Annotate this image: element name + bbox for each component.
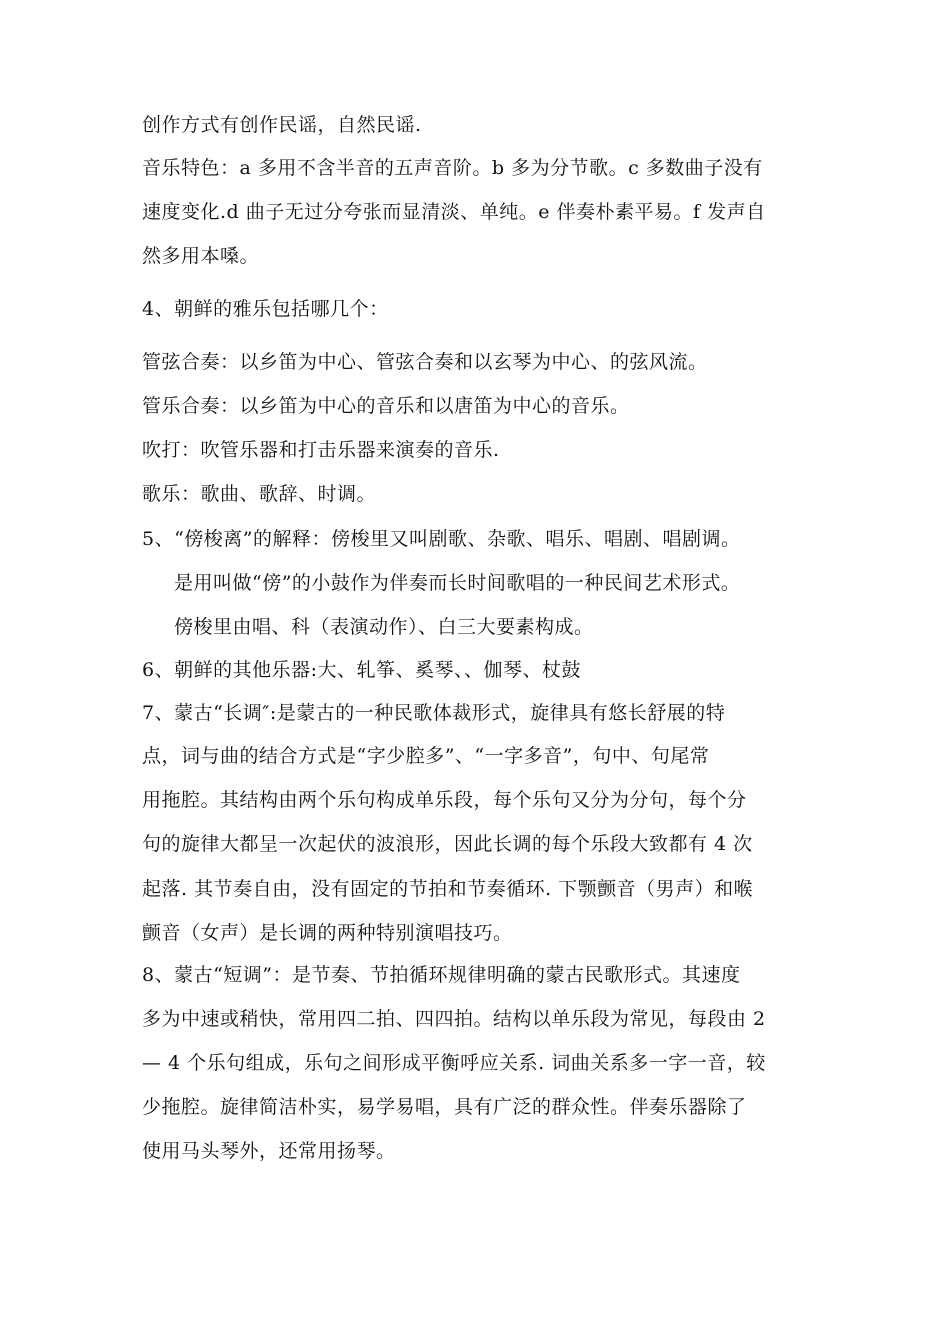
text-line: 是用叫做“傍”的小鼓作为伴奏而长时间歌唱的一种民间艺术形式。 — [174, 572, 741, 594]
text-line: 句的旋律大都呈一次起伏的波浪形，因此长调的每个乐段大致都有 4 次 — [142, 833, 753, 855]
text-line: 歌乐：歌曲、歌辞、时调。 — [142, 483, 377, 505]
text-line: 音乐特色：a 多用不含半音的五声音阶。b 多为分节歌。c 多数曲子没有 — [142, 157, 763, 179]
text-line: 傍梭里由唱、科（表演动作）、白三大要素构成。 — [174, 616, 594, 638]
text-line: 管乐合奏：以乡笛为中心的音乐和以唐笛为中心的音乐。 — [142, 395, 630, 417]
section-heading: 7、蒙古“长调″:是蒙古的一种民歌体裁形式，旋律具有悠长舒展的特 — [142, 702, 726, 724]
text-line: — 4 个乐句组成，乐句之间形成平衡呼应关系. 词曲关系多一字一音，较 — [142, 1052, 766, 1074]
text-line: 起落. 其节奏自由，没有固定的节拍和节奏循环. 下颚颤音（男声）和喉 — [142, 878, 754, 900]
text-line: 使用马头琴外，还常用扬琴。 — [142, 1140, 396, 1162]
text-line: 点，词与曲的结合方式是“字少腔多”、“一字多音”，句中、句尾常 — [142, 745, 710, 767]
text-line: 然多用本嗓。 — [142, 245, 260, 267]
text-line: 多为中速或稍快，常用四二拍、四四拍。结构以单乐段为常见，每段由 2 — [142, 1008, 766, 1030]
text-line: 吹打：吹管乐器和打击乐器来演奏的音乐. — [142, 439, 500, 461]
text-line: 速度变化.d 曲子无过分夸张而显清淡、单纯。e 伴奏朴素平易。f 发声自 — [142, 201, 766, 223]
text-line: 用拖腔。其结构由两个乐句构成单乐段，每个乐句又分为分句，每个分 — [142, 789, 747, 811]
text-line: 创作方式有创作民谣，自然民谣. — [142, 114, 422, 136]
section-heading: 5、“傍梭离”的解释：傍梭里又叫剧歌、杂歌、唱乐、唱剧、唱剧调。 — [142, 528, 741, 550]
section-heading: 8、蒙古“短调”：是节奏、节拍循环规律明确的蒙古民歌形式。其速度 — [142, 964, 741, 986]
text-line: 管弦合奏：以乡笛为中心、管弦合奏和以玄琴为中心、的弦风流。 — [142, 351, 708, 373]
section-heading: 6、朝鲜的其他乐器:大、轧筝、奚琴、、伽琴、杖鼓 — [142, 659, 581, 681]
text-line: 颤音（女声）是长调的两种特别演唱技巧。 — [142, 922, 513, 944]
text-line: 少拖腔。旋律简洁朴实，易学易唱，具有广泛的群众性。伴奏乐器除了 — [142, 1096, 747, 1118]
section-heading: 4、朝鲜的雅乐包括哪几个： — [142, 298, 389, 320]
